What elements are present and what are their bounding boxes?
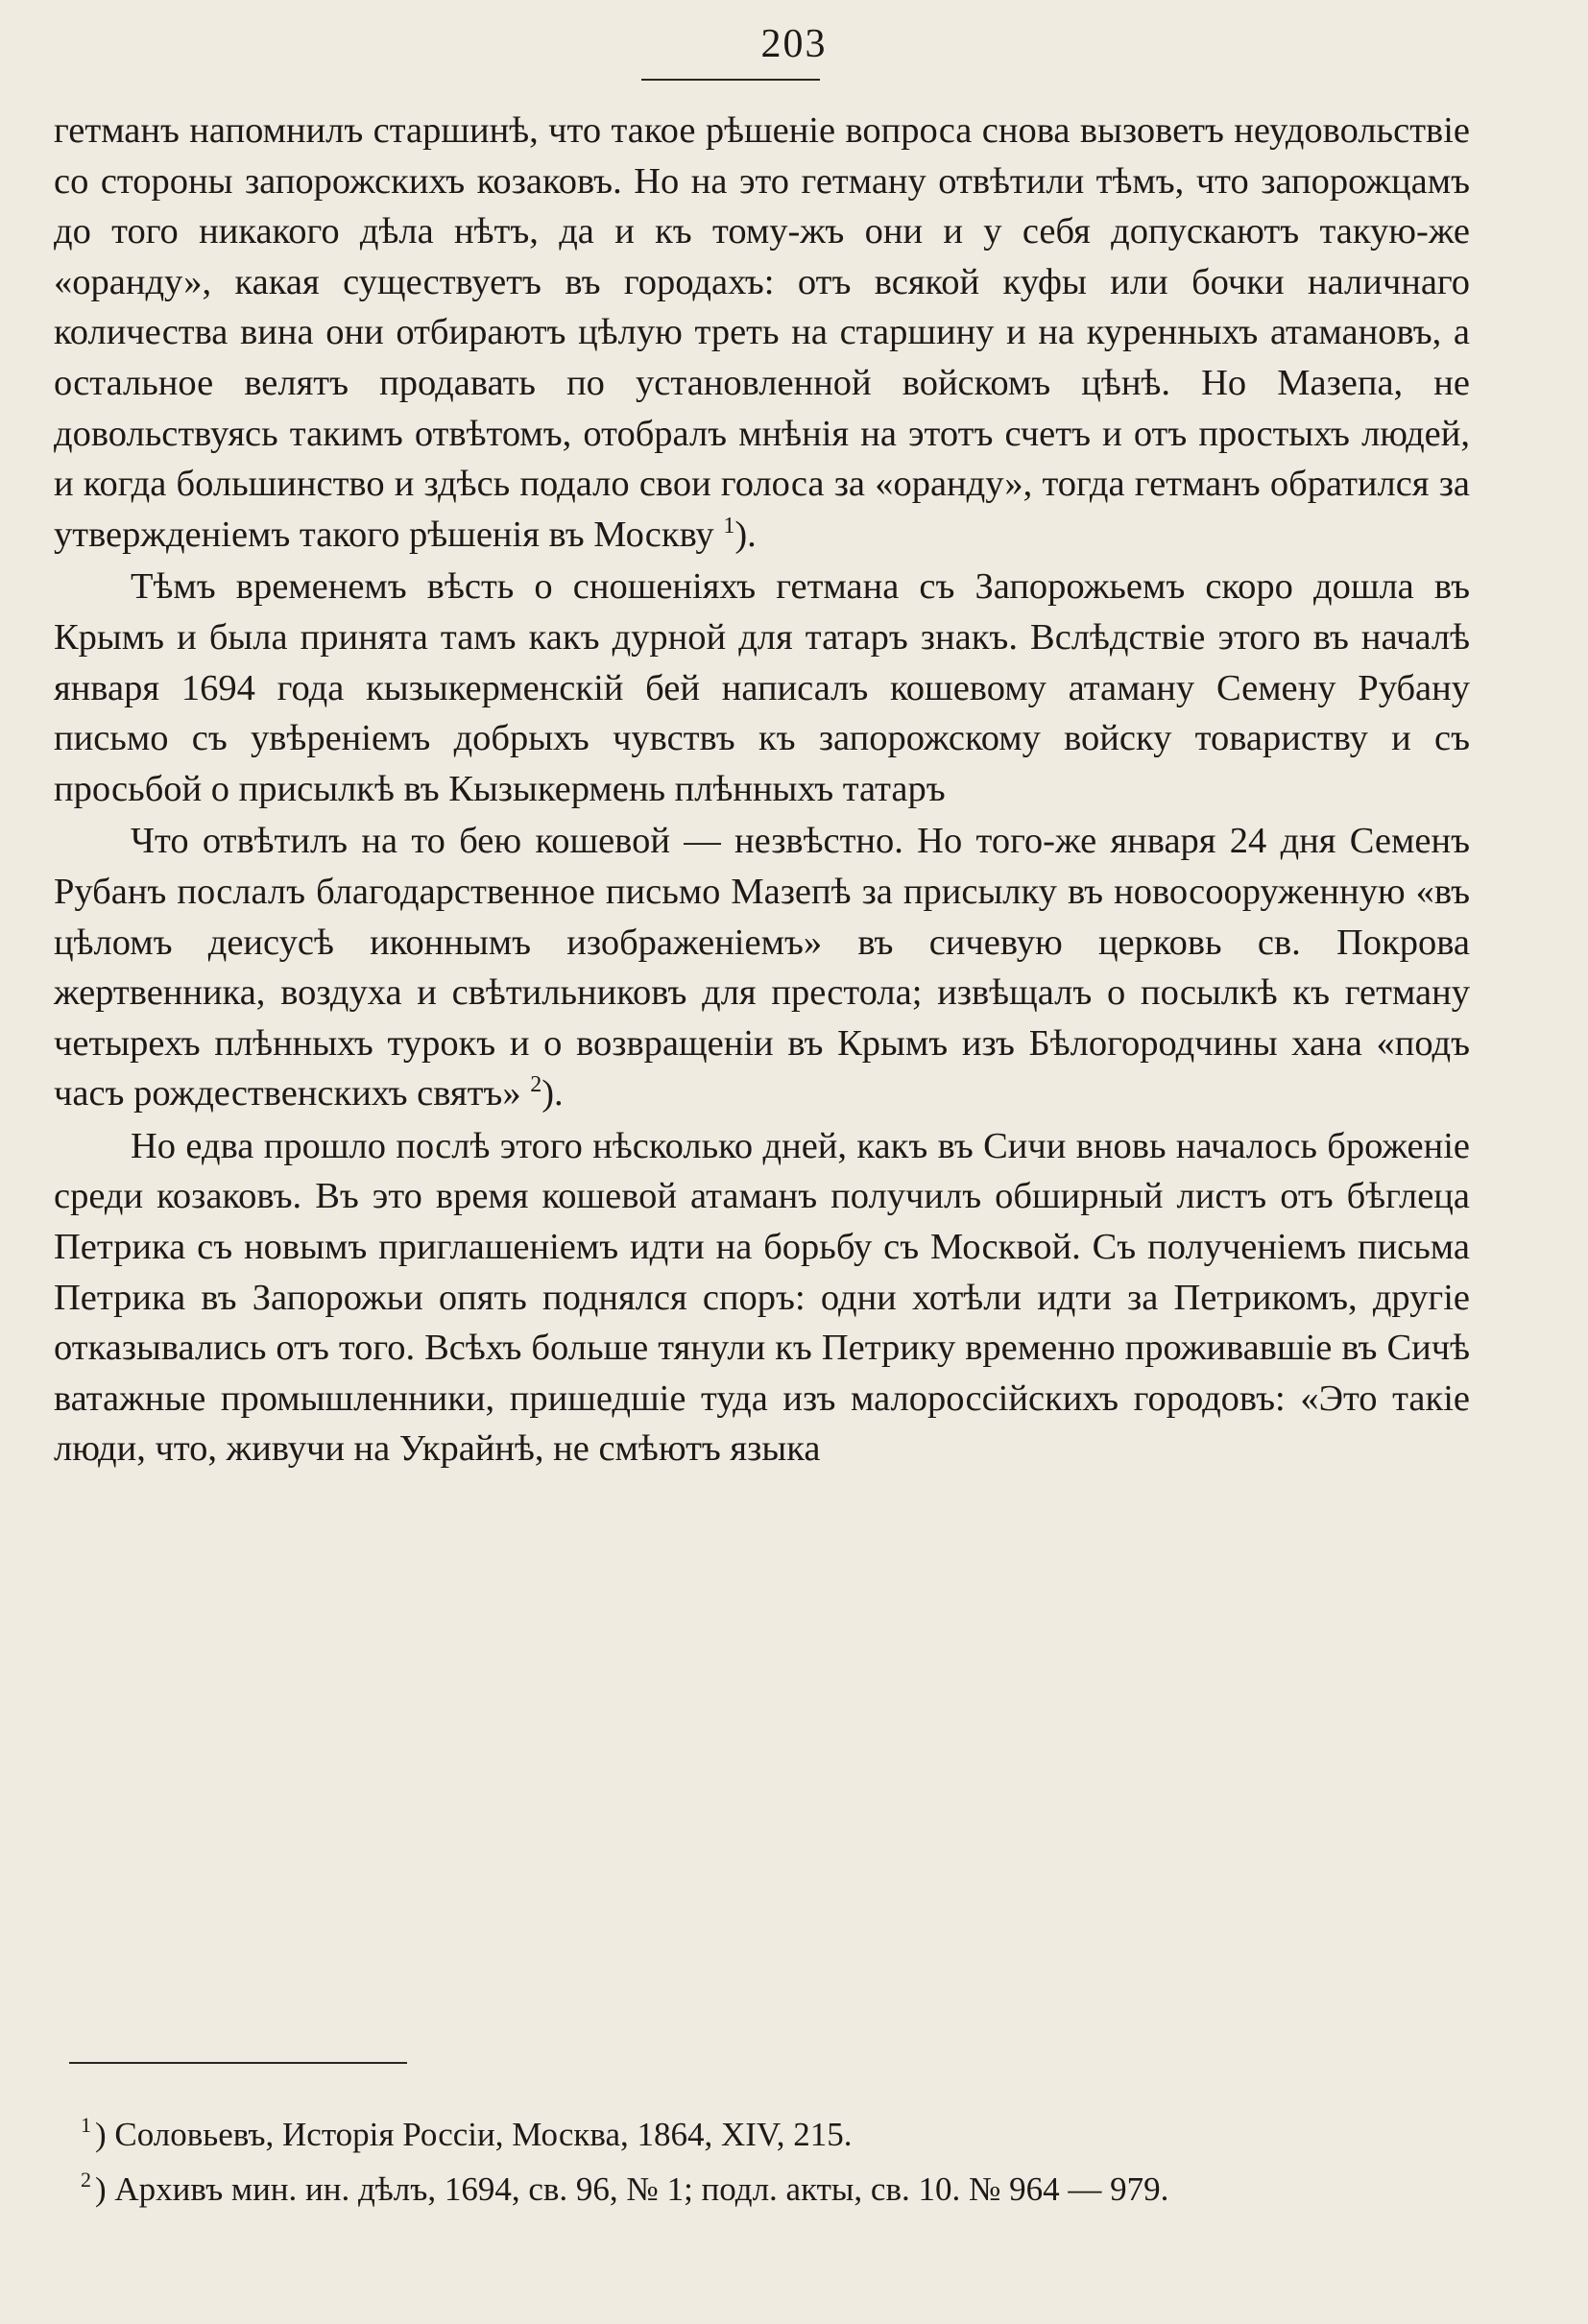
paragraph-text: Что отвѣтилъ на то бею кошевой — незвѣстно. Но того-же января 24 дня Семенъ Рубанъ послалъ благодарственное письмо Мазепѣ за присылку въ новосооруженную «въ цѣломъ деисусѣ иконнымъ изображеніемъ» въ сичевую церковь св. Покрова жертвенника, воздуха и свѣтильниковъ для престола; извѣщалъ о посылкѣ къ гетману четырехъ плѣнныхъ турокъ и о возвращеніи въ Крымъ изъ Бѣлогородчины хана «подъ часъ рождественскихъ святъ» bbox=[54, 821, 1470, 1114]
footnote-rule bbox=[69, 2062, 407, 2064]
paragraph-tail: ). bbox=[541, 1073, 564, 1114]
footnote-text: ) Соловьевъ, Исторія Россіи, Москва, 1864, XIV, 215. bbox=[95, 2116, 853, 2153]
footnote-mark: 1 bbox=[81, 2113, 91, 2137]
footnote-ref: 2 bbox=[530, 1072, 542, 1098]
footnote-mark: 2 bbox=[81, 2168, 91, 2192]
paragraph-1 bbox=[54, 106, 1470, 560]
footnote-text: ) Архивъ мин. ин. дѣлъ, 1694, св. 96, № 1; подл. акты, св. 10. № 964 — 979. bbox=[95, 2170, 1169, 2208]
page-number: 203 bbox=[760, 22, 828, 66]
paragraph-3 bbox=[54, 816, 1470, 1119]
body-text bbox=[54, 106, 1470, 1474]
footnote-ref: 1 bbox=[723, 513, 735, 539]
paragraph-text: Но едва прошло послѣ этого нѣсколько дней, какъ въ Сичи вновь началось броженіе среди козаковъ. Въ это время кошевой атаманъ получилъ обширный листъ отъ бѣглеца Петрика съ новымъ приглашеніемъ идти на борьбу съ Москвой. Съ полученіемъ письма Петрика въ Запорожьи опять поднялся споръ: одни хотѣли идти за Петрикомъ, другіе отказывались отъ того. Всѣхъ больше тянули къ Петрику временно проживавшіе въ Сичѣ ватажные промышленники, пришедшіе туда изъ малороссійскихъ городовъ: «Это такіе люди, что, живучи на Украйнѣ, не смѣютъ языка bbox=[54, 1125, 1470, 1470]
footnotes bbox=[81, 2102, 1482, 2212]
paragraph-text: гетманъ напомнилъ старшинѣ, что такое рѣшеніе вопроса снова вызоветъ неудовольствіе со стороны запорожскихъ козаковъ. Но на это гетману отвѣтили тѣмъ, что запорожцамъ до того никакого дѣла нѣтъ, да и къ тому-жъ они и у себя допускаютъ такую-же «оранду», какая существуетъ въ городахъ: отъ всякой куфы или бочки наличнаго количества вина они отбираютъ цѣлую треть на старшину и на куренныхъ атамановъ, а остальное велятъ продавать по установленной войскомъ цѣнѣ. Но Мазепа, не довольствуясь такимъ отвѣтомъ, отобралъ мнѣнія на этотъ счетъ и отъ простыхъ людей, и когда большинство и здѣсь подало свои голоса за «оранду», тогда гетманъ обратился за утвержденіемъ такого рѣшенія въ Москву bbox=[54, 110, 1470, 555]
footnote-1 bbox=[81, 2102, 1482, 2157]
paragraph-text: Тѣмъ временемъ вѣсть о сношеніяхъ гетмана съ Запорожьемъ скоро дошла въ Крымъ и была принята тамъ какъ дурной для татаръ знакъ. Вслѣдствіе этого въ началѣ января 1694 года кызыкерменскій бей написалъ кошевому атаману Семену Рубану письмо съ увѣреніемъ добрыхъ чувствъ къ запорожскому войску товариству и съ просьбой о присылкѣ въ Кызыкермень плѣнныхъ татаръ bbox=[54, 566, 1470, 809]
paragraph-2 bbox=[54, 562, 1470, 814]
header-rule bbox=[641, 79, 820, 81]
footnote-2 bbox=[81, 2157, 1482, 2212]
paragraph-4 bbox=[54, 1121, 1470, 1474]
paragraph-tail: ). bbox=[734, 514, 757, 555]
